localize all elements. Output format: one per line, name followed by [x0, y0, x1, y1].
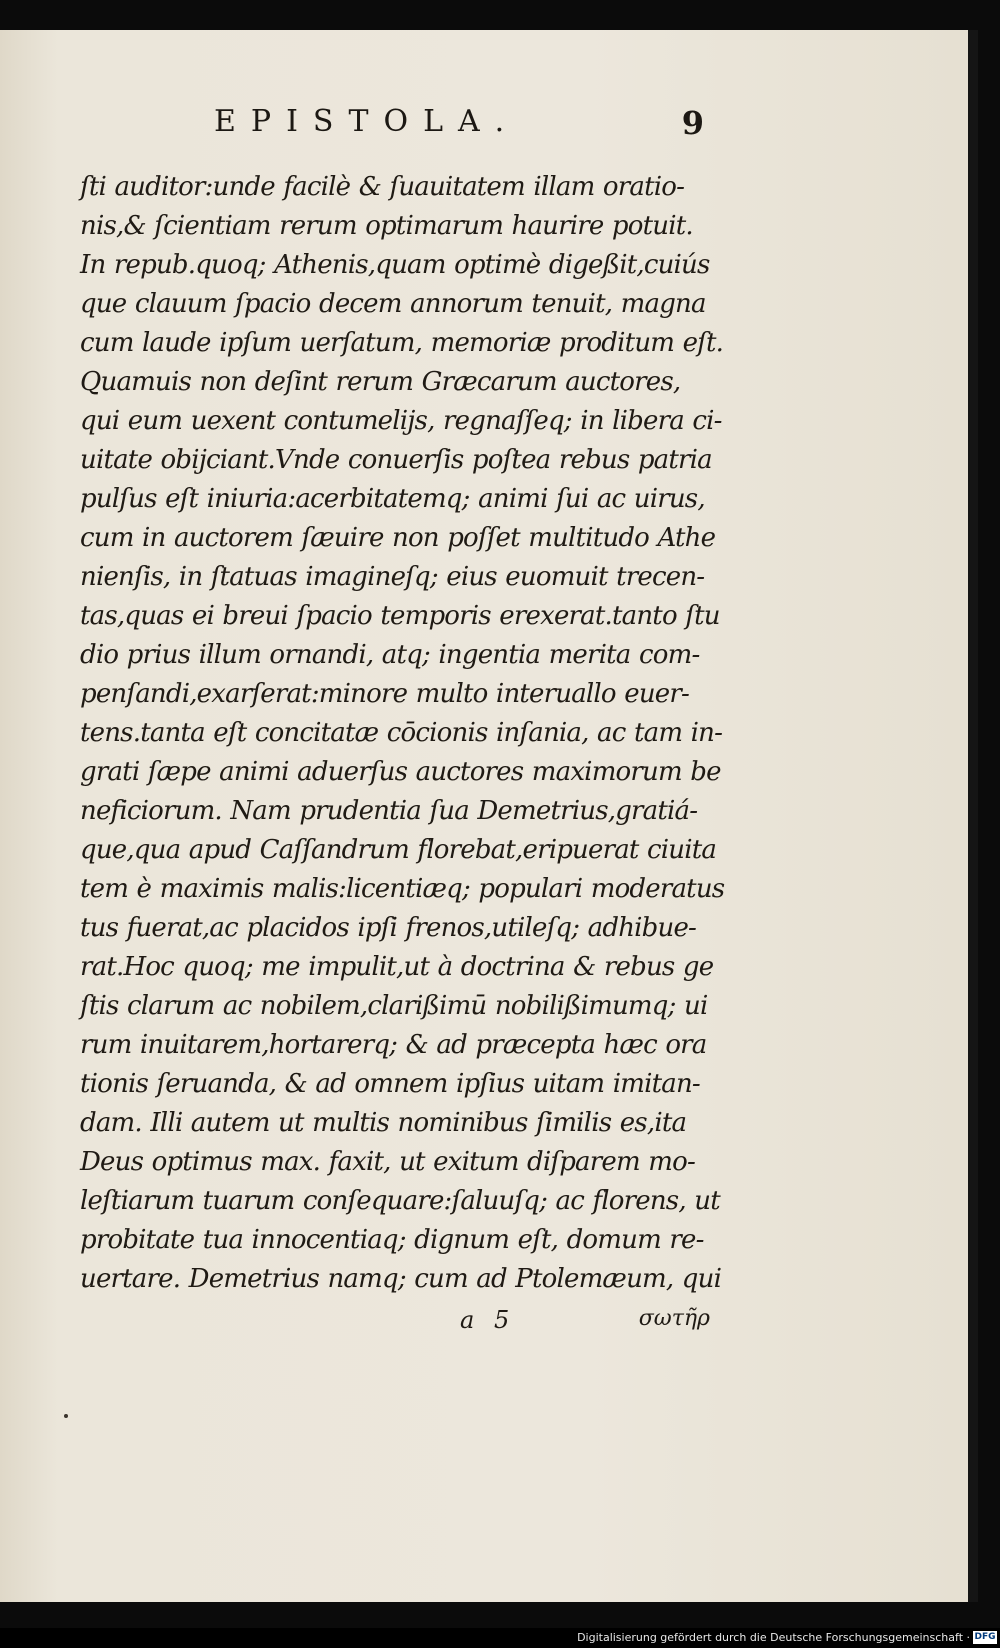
- page-number: 9: [681, 104, 704, 142]
- text-line: que clauum ſpacio decem annorum tenuit, magna: [80, 289, 706, 319]
- text-line: tas,quas ei breui ſpacio temporis erexerat.tanto ſtu: [80, 601, 720, 631]
- ink-speck: [64, 1414, 68, 1418]
- text-line: Quamuis non deſint rerum Græcarum auctores,: [80, 367, 681, 397]
- text-line: tem è maximis malis:licentiæq; populari moderatus: [80, 874, 725, 904]
- dfg-credit-text: Digitalisierung gefördert durch die Deutsche Forschungsgemeinschaft ·: [577, 1631, 970, 1644]
- text-line: ſtis clarum ac nobilem,clarißimū nobilißimumq; ui: [80, 991, 708, 1021]
- text-line: rat.Hoc quoq; me impulit,ut à doctrina & rebus ge: [80, 952, 714, 982]
- text-line: qui eum uexent contumelijs, regnaſſeq; in libera ci-: [80, 406, 722, 436]
- dfg-credit-bar: [0, 1628, 1000, 1648]
- text-line: que,qua apud Caſſandrum florebat,eripuerat ciuita: [80, 835, 717, 865]
- text-line: nis,& ſcientiam rerum optimarum haurire potuit.: [80, 211, 693, 241]
- text-line: grati ſæpe animi aduerſus auctores maximorum be: [80, 757, 721, 787]
- text-line: ſti auditor:unde facilè & ſuauitatem illam oratio-: [80, 172, 685, 202]
- signature-mark: a 5: [460, 1306, 516, 1334]
- text-line: probitate tua innocentiaq; dignum eſt, domum re-: [80, 1225, 704, 1255]
- text-line: uertare. Demetrius namq; cum ad Ptolemæum, qui: [80, 1264, 722, 1294]
- text-line: In repub.quoq; Athenis,quam optimè digeßit,cuiús: [80, 250, 710, 280]
- page-edge: [968, 30, 978, 1602]
- page-header: [214, 104, 704, 154]
- text-line: nienſis, in ſtatuas imagineſq; eius euomuit trecen-: [80, 562, 705, 592]
- catchword: σωτῆρ: [638, 1306, 710, 1331]
- text-line: neficiorum. Nam prudentia ſua Demetrius,gratiá-: [80, 796, 698, 826]
- text-line: cum laude ipſum uerſatum, memoriæ proditum eſt.: [80, 328, 724, 358]
- text-line: leſtiarum tuarum conſequare:ſaluuſq; ac florens, ut: [80, 1186, 720, 1216]
- text-line: tus fuerat,ac placidos ipſi frenos,utileſq; adhibue-: [80, 913, 697, 943]
- text-line: cum in auctorem ſæuire non poſſet multitudo Athe: [80, 523, 716, 553]
- text-line: rum inuitarem,hortarerq; & ad præcepta hæc ora: [80, 1030, 707, 1060]
- page-footer: [460, 1306, 720, 1346]
- text-line: dio prius illum ornandi, atq; ingentia merita com-: [80, 640, 700, 670]
- text-line: dam. Illi autem ut multis nominibus ſimilis es,ita: [80, 1108, 687, 1138]
- text-line: tens.tanta eſt concitatæ cōcionis inſania, ac tam in-: [80, 718, 723, 748]
- dfg-logo-icon: DFG: [974, 1632, 996, 1642]
- text-line: tionis ſeruanda, & ad omnem ipſius uitam imitan-: [80, 1069, 700, 1099]
- running-title: EPISTOLA.: [214, 104, 520, 139]
- text-line: Deus optimus max. faxit, ut exitum diſparem mo-: [80, 1147, 695, 1177]
- text-block: [80, 168, 725, 1299]
- text-line: pulſus eſt iniuria:acerbitatemq; animi ſui ac uirus,: [80, 484, 705, 514]
- text-line: uitate obijciant.Vnde conuerſis poſtea rebus patria: [80, 445, 712, 475]
- text-line: penſandi,exarſerat:minore multo interuallo euer-: [80, 679, 689, 709]
